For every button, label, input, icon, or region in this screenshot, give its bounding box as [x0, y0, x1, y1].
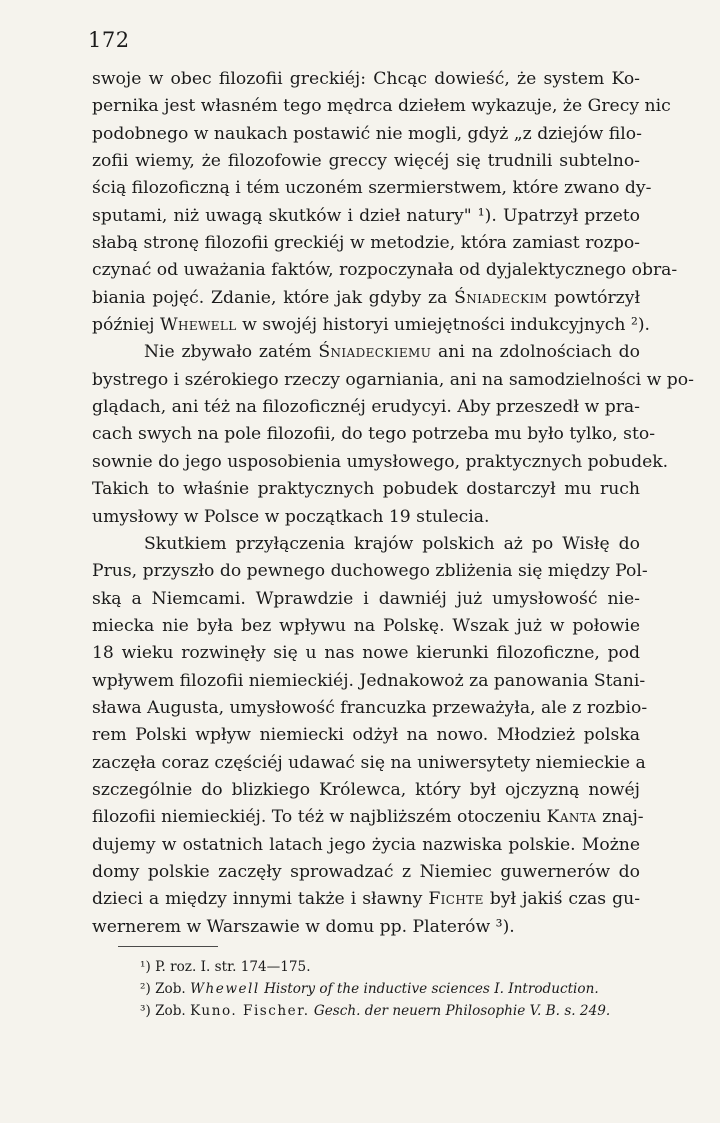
body-text	[92, 66, 694, 941]
text-line: szczególnie do blizkiego Królewca, który był ojczyzną nowéj	[92, 779, 640, 800]
page-number: 172	[88, 28, 130, 52]
text-line	[92, 804, 644, 831]
text-line: zofii wiemy, że filozofowie greccy więcéj się trudnili subtelno-	[92, 151, 640, 172]
footnote-marker: ¹)	[140, 959, 151, 975]
footnote-3	[140, 1000, 640, 1022]
text-line: rem Polski wpływ niemiecki odżył na nowo. Młodzież polska	[92, 725, 640, 746]
text-line: swoje w obec filozofii greckiéj: Chcąc dowieść, że system Ko-	[92, 69, 640, 89]
footnotes	[140, 956, 640, 1022]
text-segment: powtórzył	[554, 287, 641, 308]
text-line: sława Augusta, umysłowość francuzka przeważyła, ale z rozbio-	[92, 697, 648, 718]
text-line: podobnego w naukach postawić nie mogli, gdyż „z dziejów filo-	[92, 123, 642, 144]
author-name-kant: Kanta	[546, 807, 597, 828]
footnote-2	[140, 978, 640, 1000]
text-line: pernika jest własném tego mędrca dziełem wykazuje, że Grecy nic	[92, 96, 671, 117]
text-segment: ani na zdolnościach do	[438, 342, 640, 363]
author-name-fichte: Fichte	[428, 889, 484, 910]
author-name-sniadecki: Śniadeckim	[454, 287, 548, 308]
text-line: ścią filozoficzną i tém uczoném szermierstwem, które zwano dy-	[92, 178, 652, 199]
text-line: sputami, niż uwagą skutków i dzieł natury" ¹). Upatrzył przeto	[92, 205, 640, 226]
text-line: bystrego i szérokiego rzeczy ogarniania, ani na samodzielności w po-	[92, 369, 694, 390]
footnote-prefix: Zob.	[155, 1003, 186, 1019]
footnote-divider	[118, 946, 218, 947]
footnote-prefix: Zob.	[155, 981, 186, 997]
text-line	[92, 312, 651, 339]
text-segment: w swojéj historyi umiejętności indukcyjnych ²).	[242, 315, 651, 336]
text-line: Prus, przyszło do pewnego duchowego zbliżenia się między Pol-	[92, 561, 648, 582]
text-line: czynać od uważania faktów, rozpoczynała od dyjalektycznego obra-	[92, 260, 678, 281]
footnote-title: Gesch. der neuern Philosophie V. B. s. 249.	[313, 1003, 611, 1019]
text-line: cach swych na pole filozofii, do tego potrzeba mu było tylko, sto-	[92, 424, 656, 445]
text-line: słabą stronę filozofii greckiéj w metodzie, która zamiast rozpo-	[92, 233, 640, 254]
footnote-1	[140, 956, 640, 978]
text-segment: biania pojęć. Zdanie, które jak gdyby za	[92, 287, 448, 308]
text-line: Skutkiem przyłączenia krajów polskich aż po Wisłę do	[144, 533, 640, 554]
text-line: umysłowy w Polsce w początkach 19 stulecia.	[92, 506, 490, 527]
author-name-whewell: Whewell	[159, 315, 237, 336]
footnote-marker: ³)	[140, 1003, 151, 1019]
footnote-author: Whewell	[190, 981, 260, 997]
text-line: wpływem filozofii niemieckiéj. Jednakowoż za panowania Stani-	[92, 670, 646, 691]
text-line	[92, 285, 640, 312]
text-line: sownie do jego usposobienia umysłowego, praktycznych pobudek.	[92, 451, 669, 472]
text-line: wernerem w Warszawie w domu pp. Platerów ³).	[92, 916, 515, 937]
footnote-text: P. roz. I. str. 174—175.	[155, 959, 311, 975]
text-segment: filozofii niemieckiéj. To téż w najbliższém otoczeniu	[92, 807, 542, 828]
author-name-sniadecki: Śniadeckiemu	[318, 342, 432, 363]
text-segment: dzieci a między innymi także i sławny	[92, 889, 423, 910]
text-line: dujemy w ostatnich latach jego życia nazwiska polskie. Możne	[92, 834, 640, 855]
text-segment: znaj-	[602, 807, 644, 828]
text-line	[92, 339, 640, 366]
text-line: glądach, ani téż na filozoficznéj erudycyi. Aby przeszedł w pra-	[92, 397, 640, 418]
text-segment: Nie zbywało zatém	[144, 342, 312, 363]
text-line	[92, 886, 640, 913]
text-line: ską a Niemcami. Wprawdzie i dawniéj już umysłowość nie-	[92, 588, 640, 609]
footnote-author: Kuno. Fischer.	[190, 1003, 310, 1019]
text-segment: później	[92, 315, 155, 336]
text-line: Takich to właśnie praktycznych pobudek dostarczył mu ruch	[92, 479, 640, 500]
text-line: miecka nie była bez wpływu na Polskę. Wszak już w połowie	[92, 615, 640, 636]
text-line: 18 wieku rozwinęły się u nas nowe kierunki filozoficzne, pod	[92, 643, 640, 664]
text-line: domy polskie zaczęły sprowadzać z Niemiec guwernerów do	[92, 861, 640, 882]
footnote-marker: ²)	[140, 981, 151, 997]
text-segment: był jakiś czas gu-	[489, 889, 640, 910]
footnote-title: History of the inductive sciences I. Introduction.	[264, 981, 599, 997]
text-line: zaczęła coraz częściéj udawać się na uniwersytety niemieckie a	[92, 752, 646, 773]
